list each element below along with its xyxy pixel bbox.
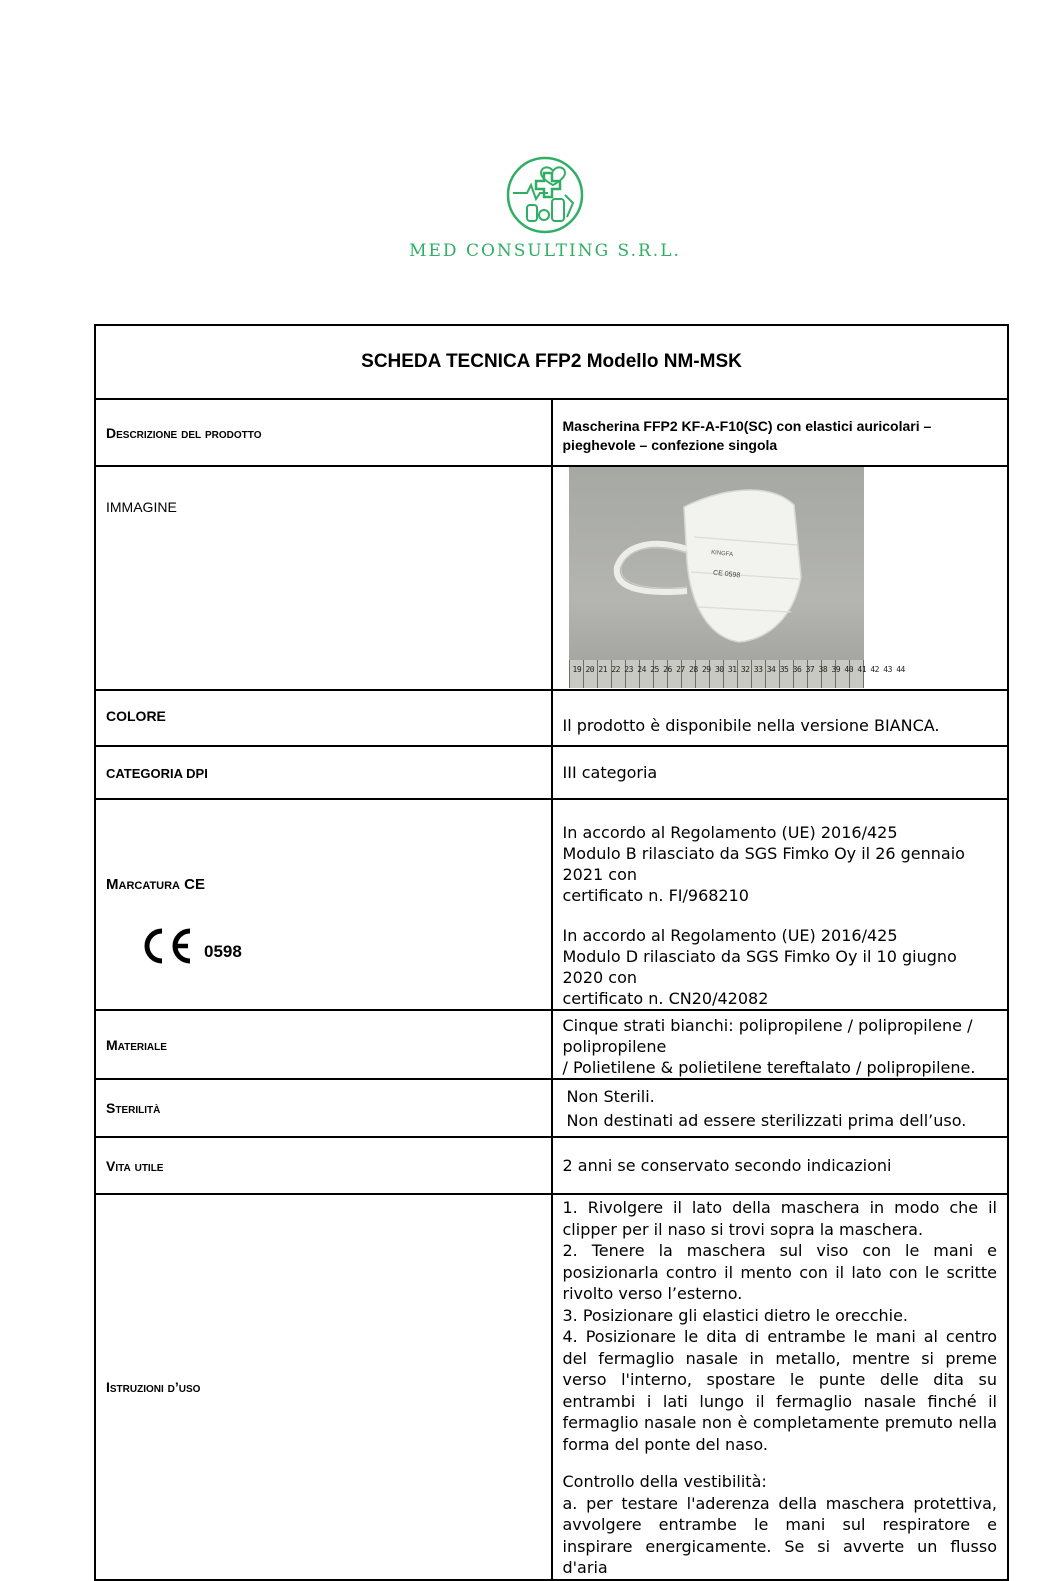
- value-sterilita: Non Sterili. Non destinati ad essere sterilizzati prima dell’uso.: [552, 1079, 1009, 1137]
- sheet-title: SCHEDA TECNICA FFP2 Modello NM-MSK: [95, 325, 1008, 399]
- ce-block-d: In accordo al Regolamento (UE) 2016/425 Modulo D rilasciato da SGS Fimko Oy il 10 giugno 2020 con certificato n. CN20/42082: [562, 926, 957, 1008]
- fit-check-step-a: a. per testare l'aderenza della maschera protettiva, avvolgere entrambe le mani sul respiratore e inspirare energicamente. Se si avverte un flusso d'aria: [562, 1493, 997, 1577]
- technical-sheet-table: [94, 324, 1009, 1581]
- product-photo: [569, 467, 905, 688]
- value-vita-utile: 2 anni se conservato secondo indicazioni: [552, 1137, 1009, 1194]
- instruction-step-1: 1. Rivolgere il lato della maschera in modo che il clipper per il naso si trovi sopra la maschera.: [562, 1198, 997, 1239]
- value-istruzioni: [552, 1194, 1009, 1580]
- ce-number: 0598: [204, 942, 242, 961]
- value-materiale: Cinque strati bianchi: polipropilene / polipropilene / polipropilene / Polietilene & polietilene tereftalato / polipropilene.: [552, 1010, 1009, 1079]
- label-sterilita: Sterilità: [95, 1079, 552, 1137]
- mask-brand-print: KINGFA: [710, 549, 733, 559]
- label-vita-utile: Vita utile: [95, 1137, 552, 1194]
- row-colore: [95, 690, 1008, 746]
- row-materiale: [95, 1010, 1008, 1079]
- label-colore: COLORE: [95, 690, 552, 746]
- ruler-numbers: 19 20 21 22 23 24 25 26 27 28 29 30 31 32 33 34 35 36 37 38 39 40 41 42 43 44: [572, 665, 905, 674]
- medical-emblem-icon: [505, 155, 585, 235]
- company-logo: [390, 155, 700, 275]
- ce-logo: [138, 927, 541, 965]
- label-marcatura: Marcatura CE 0598: [95, 799, 552, 1010]
- label-materiale: Materiale: [95, 1010, 552, 1079]
- value-categoria: III categoria: [552, 746, 1009, 799]
- row-categoria: [95, 746, 1008, 799]
- instruction-step-4: 4. Posizionare le dita di entrambe le mani al centro del fermaglio nasale in metallo, mentre si preme verso l'interno, spostare le punte delle dita su entrambi i lati lungo il fermaglio nasale finché il fermaglio nasale non è completamente premuto nella forma del ponte del naso.: [562, 1327, 997, 1454]
- company-name: MED CONSULTING S.R.L.: [409, 241, 681, 261]
- title-row: [95, 325, 1008, 399]
- value-immagine: [552, 466, 1009, 690]
- value-colore: Il prodotto è disponibile nella versione BIANCA.: [552, 690, 1009, 746]
- instruction-step-3: 3. Posizionare gli elastici dietro le orecchie.: [562, 1305, 909, 1325]
- mask-image: [569, 467, 864, 688]
- value-descrizione: Mascherina FFP2 KF-A-F10(SC) con elastici auricolari – pieghevole – confezione singola: [552, 399, 1009, 466]
- label-categoria: CATEGORIA DPI: [95, 746, 552, 799]
- row-sterilita: [95, 1079, 1008, 1137]
- fit-check-heading: Controllo della vestibilità:: [562, 1472, 767, 1491]
- value-marcatura: [552, 799, 1009, 1010]
- row-vita-utile: [95, 1137, 1008, 1194]
- label-descrizione: Descrizione del prodotto: [95, 399, 552, 466]
- label-istruzioni: Istruzioni d’uso: [95, 1194, 552, 1580]
- instruction-step-2: 2. Tenere la maschera sul viso con le mani e posizionarla contro il mento con il lato con le scritte rivolto verso l’esterno.: [562, 1241, 997, 1303]
- row-descrizione: [95, 399, 1008, 466]
- ce-mark-icon: [138, 927, 194, 965]
- row-marcatura: [95, 799, 1008, 1010]
- row-immagine: [95, 466, 1008, 690]
- row-istruzioni: [95, 1194, 1008, 1580]
- label-immagine: IMMAGINE: [95, 466, 552, 690]
- ce-block-b: In accordo al Regolamento (UE) 2016/425 Modulo B rilasciato da SGS Fimko Oy il 26 gennaio 2021 con certificato n. FI/968210: [562, 823, 965, 905]
- mask-ce-print: CE 0598: [712, 569, 741, 580]
